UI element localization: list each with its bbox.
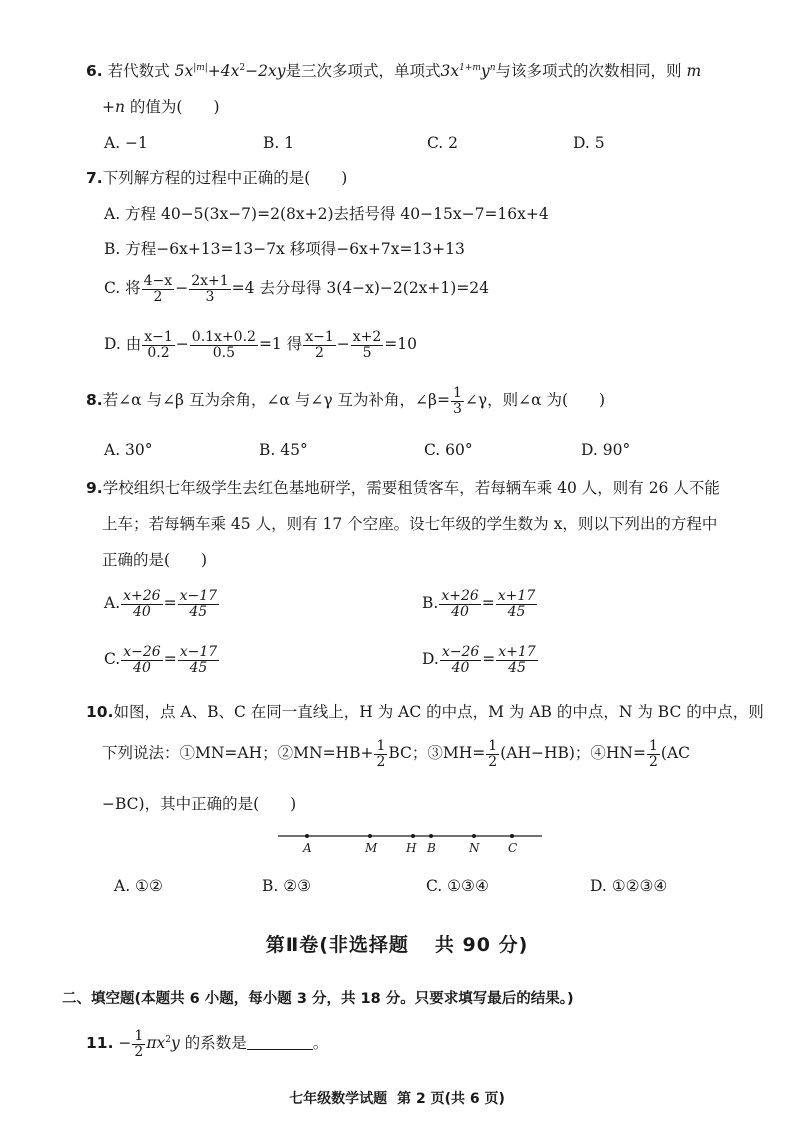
q7-option-b: B. 方程−6x+13=13−7x 移项得−6x+7x=13+13 [104, 240, 465, 258]
q7-number: 7. [86, 169, 103, 187]
q9-line3: 正确的是( ) [102, 551, 208, 569]
point-n-label: N [469, 841, 480, 855]
q7-stem: 7.下列解方程的过程中正确的是( ) [86, 169, 348, 187]
q6-option-d: D. 5 [573, 134, 605, 152]
q10-line2: 下列说法：①MN=AH；②MN=HB+ $\frac{1}{2}$ BC；③MH= $\frac{1}{2}$ (AH−HB)；④HN= $\frac{1}{2}$ (AC [102, 738, 691, 770]
q7-option-c: C. 将 $\frac{4-x}{2}$ − $\frac{2x+1}{3}$ =4 去分母得 3(4−x)−2(2x+1)=24 [104, 273, 490, 305]
q10-option-c: C. ①③④ [426, 877, 489, 895]
q6-number: 6. [86, 62, 103, 80]
q8-option-c: C. 60° [424, 441, 473, 459]
q11-number: 11. [86, 1034, 114, 1053]
q6-option-c: C. 2 [427, 134, 459, 152]
q11-stem: 11. − $\frac{1}{2}$ $\pi x^2y$ 的系数是 。 [86, 1028, 329, 1060]
point-c-label: C [508, 841, 518, 855]
q10-number: 10. [86, 703, 114, 721]
q9-line2: 上车；若每辆车乘 45 人，则有 17 个空座。设七年级的学生数为 x，则以下列出的方程中 [102, 515, 718, 533]
q10-line3: −BC)，其中正确的是( ) [102, 795, 297, 813]
q10-option-b: B. ②③ [262, 877, 312, 895]
q10-line1: 10.如图，点 A、B、C 在同一直线上，H 为 AC 的中点，M 为 AB 的中点，N 为 BC 的中点，则 [86, 703, 764, 721]
q9-line1: 9.学校组织七年级学生去红色基地研学，需要租赁客车，若每辆车乘 40 人，则有 26 人不能 [86, 479, 720, 497]
point-h-dot [411, 834, 415, 838]
point-c-dot [510, 834, 514, 838]
section-2-title: 第Ⅱ卷(非选择题 共 90 分) [265, 934, 529, 956]
point-b-label: B [427, 841, 436, 855]
point-n-dot [472, 834, 476, 838]
point-b-dot [429, 834, 433, 838]
q8-number: 8. [86, 391, 103, 410]
q9-number: 9. [86, 479, 103, 497]
q6-option-b: B. 1 [263, 134, 295, 152]
q10-option-d: D. ①②③④ [590, 877, 668, 895]
q9-option-d: D. $\frac{x-26}{40}$ = $\frac{x+17}{45}$ [422, 644, 536, 676]
q9-option-c: C. $\frac{x-26}{40}$ = $\frac{x-17}{45}$ [104, 644, 218, 676]
q8-option-a: A. 30° [104, 441, 153, 459]
point-m-label: M [365, 841, 378, 855]
q6-line2: +n 的值为( ) [102, 98, 220, 116]
point-a-label: A [303, 841, 312, 855]
q6-line1: 6. 若代数式 $5x^{|m|}+4x^2-2xy$是三次多项式，单项式$3x^{1+m}y^n$与该多项式的次数相同，则 m [86, 62, 702, 80]
q8-stem: 8.若∠α 与∠β 互为余角，∠α 与∠γ 互为补角，∠β= $\frac{1}{3}$ ∠γ，则∠α 为( ) [86, 385, 606, 417]
point-a-dot [305, 834, 309, 838]
q11-answer-blank [247, 1035, 313, 1050]
q9-option-b: B. $\frac{x+26}{40}$ = $\frac{x+17}{45}$ [422, 588, 536, 620]
q6-option-a: A. −1 [104, 134, 148, 152]
q7-option-d: D. 由 $\frac{x-1}{0.2}$ − $\frac{0.1x+0.2}{0.5}$ =1 得 $\frac{x-1}{2}$ − $\frac{x+2}{5}$ =10 [104, 329, 418, 361]
q8-option-d: D. 90° [581, 441, 631, 459]
point-m-dot [368, 834, 372, 838]
q9-option-a: A. $\frac{x+26}{40}$ = $\frac{x-17}{45}$ [104, 588, 218, 620]
fill-blank-heading: 二、填空题(本题共 6 小题，每小题 3 分，共 18 分。只要求填写最后的结果。) [62, 991, 574, 1007]
q8-option-b: B. 45° [259, 441, 308, 459]
q7-option-a: A. 方程 40−5(3x−7)=2(8x+2)去括号得 40−15x−7=16x+4 [104, 205, 549, 223]
q10-option-a: A. ①② [114, 877, 163, 895]
q10-line-figure [270, 825, 550, 857]
page-footer: 七年级数学试题 第 2 页(共 6 页) [289, 1091, 505, 1107]
point-h-label: H [406, 841, 417, 855]
